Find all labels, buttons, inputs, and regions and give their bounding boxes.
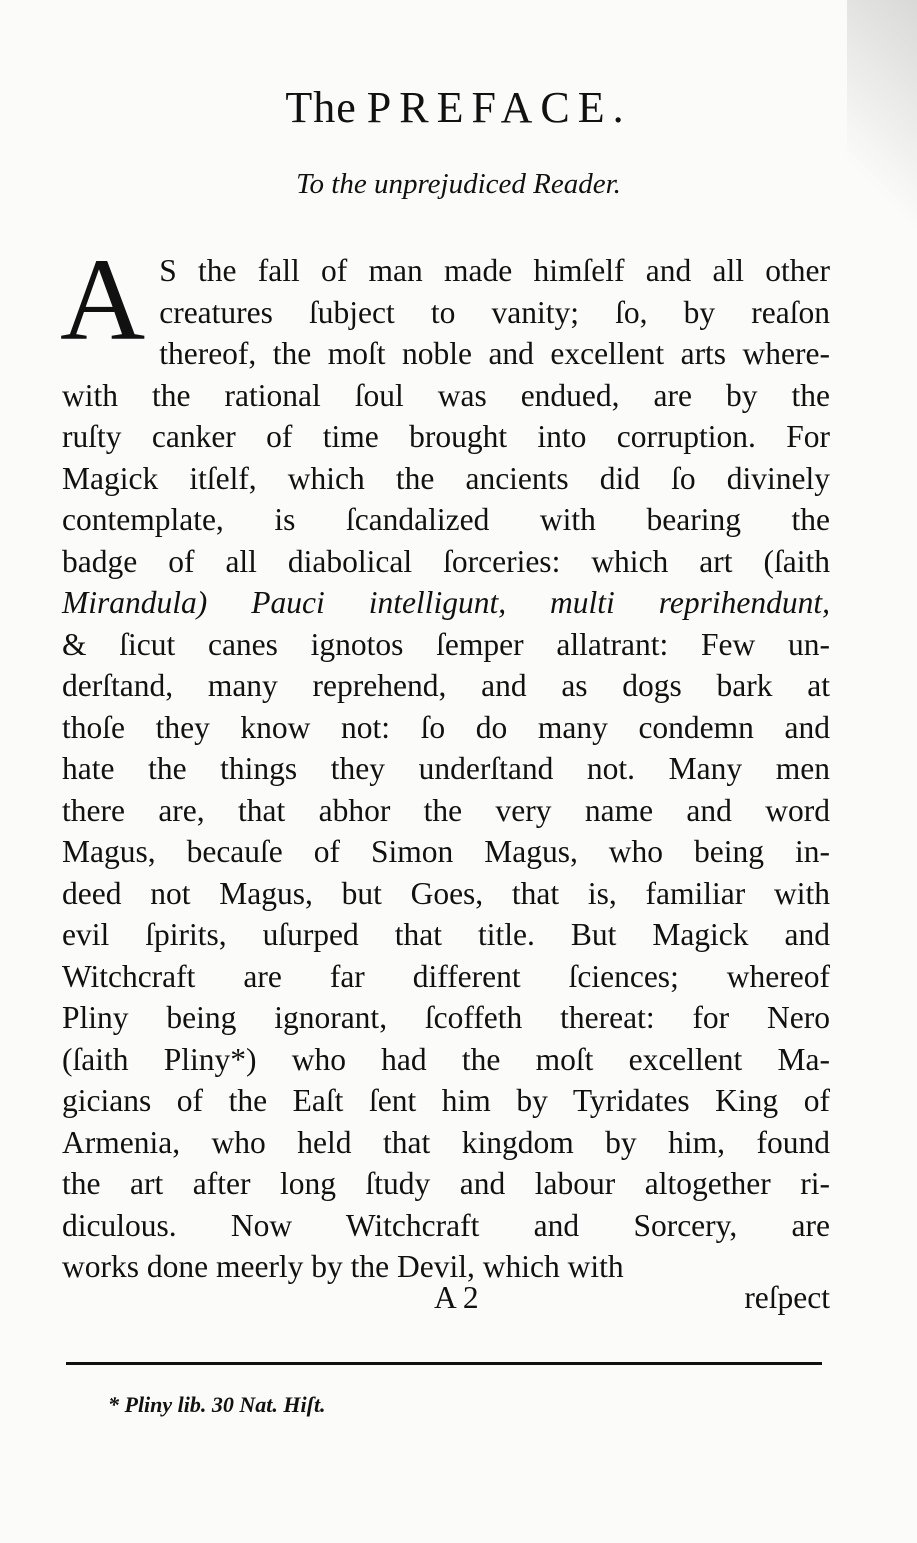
text-line: diculous. Now Witchcraft and Sorcery, are <box>62 1207 830 1243</box>
text-line: with the rational ſoul was endued, are by the <box>62 377 830 413</box>
text-line: S the fall of man made himſelf and all other <box>159 253 830 288</box>
footnote: * Pliny lib. 30 Nat. Hiſt. <box>108 1392 326 1417</box>
page-footer-line <box>62 1280 830 1320</box>
text-line: Pliny being ignorant, ſcoffeth thereat: for Nero <box>62 1000 830 1035</box>
body-text <box>60 234 830 1288</box>
text-line: Magick itſelf, which the ancients did ſo divinely <box>62 460 830 496</box>
text-line: Witchcraft are far different ſciences; whereof <box>62 958 830 994</box>
text-line: derſtand, many reprehend, and as dogs bark at <box>62 668 830 703</box>
catchword: reſpect <box>744 1280 830 1315</box>
text-line: deed not Magus, but Goes, that is, familiar with <box>62 875 830 911</box>
text-line: evil ſpirits, uſurped that title. But Magick and <box>62 917 830 952</box>
text-line: hate the things they underſtand not. Many men <box>62 751 830 786</box>
title-word: The <box>285 83 357 132</box>
page-subtitle: To the unprejudiced Reader. <box>296 168 621 200</box>
text-line: badge of all diabolical ſorceries: which art (ſaith <box>62 543 830 579</box>
text-line: Mirandula) Pauci intelligunt, multi reprihendunt, <box>62 585 830 620</box>
text-line: contemplate, is ſcandalized with bearing the <box>62 502 830 537</box>
text-line: gicians of the Eaſt ſent him by Tyridates King of <box>62 1083 830 1118</box>
drop-cap: A <box>60 234 146 365</box>
text-line: creatures ſubject to vanity; ſo, by reaſon <box>159 294 830 330</box>
footnote-rule <box>66 1362 822 1365</box>
signature-mark: A 2 <box>434 1280 479 1315</box>
text-line: the art after long ſtudy and labour altogether ri- <box>62 1166 830 1201</box>
page-title <box>0 82 917 133</box>
text-line: ruſty canker of time brought into corruption. For <box>62 419 830 454</box>
text-line: there are, that abhor the very name and word <box>62 792 830 828</box>
text-line: works done meerly by the Devil, which with <box>62 1249 624 1284</box>
text-line: Armenia, who held that kingdom by him, found <box>62 1124 830 1160</box>
text-line: Magus, becauſe of Simon Magus, who being in- <box>62 834 830 869</box>
text-line: thereof, the moſt noble and excellent arts where- <box>159 336 830 371</box>
title-caps: PREFACE. <box>366 83 632 132</box>
text-line: thoſe they know not: ſo do many condemn and <box>62 709 830 745</box>
text-line: & ſicut canes ignotos ſemper allatrant: Few un- <box>62 626 830 662</box>
text-line: (ſaith Pliny*) who had the moſt excellent Ma- <box>62 1041 830 1077</box>
